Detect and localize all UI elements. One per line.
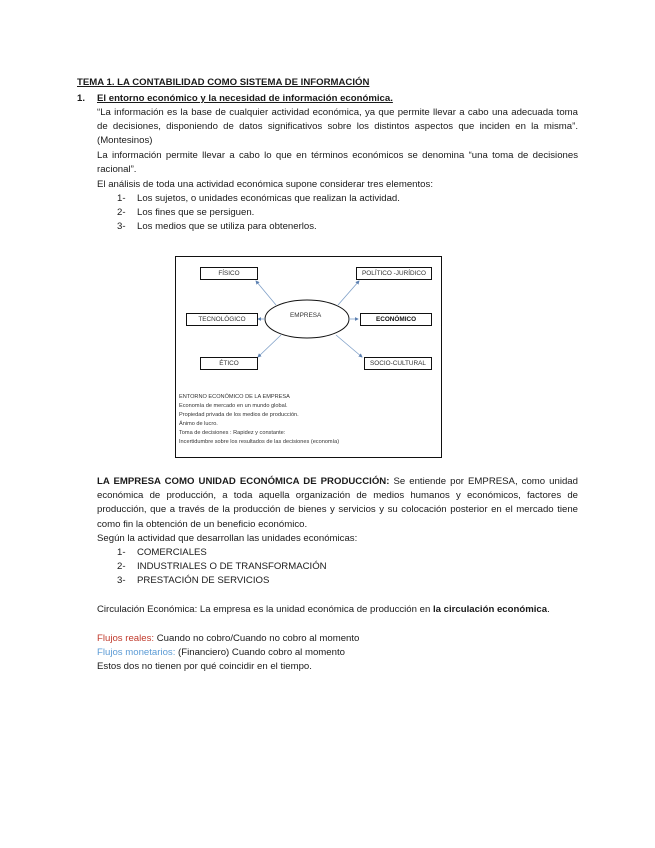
- diagram-note: ENTORNO ECONÓMICO DE LA EMPRESA: [179, 394, 290, 400]
- arrow-politico: [338, 281, 359, 305]
- empresa-label: EMPRESA: [290, 312, 322, 319]
- empresa-ellipse: [265, 300, 349, 338]
- empresa-definition-lead: LA EMPRESA COMO UNIDAD ECONÓMICA DE PRODUCCIÓN:: [97, 476, 390, 487]
- business-environment-diagram: [175, 256, 442, 458]
- diagram-note: Economía de mercado en un mundo global.: [179, 403, 288, 409]
- flujos-monetarios-line: [97, 646, 345, 660]
- box-tecnologico: TECNOLÓGICO: [186, 313, 258, 326]
- circulacion-paragraph: [97, 603, 578, 617]
- list-item: [117, 192, 400, 206]
- flujos-reales-line: [97, 632, 359, 646]
- list-text: PRESTACIÓN DE SERVICIOS: [137, 575, 270, 586]
- box-economico: ECONÓMICO: [360, 313, 432, 326]
- box-fisico: FÍSICO: [200, 267, 258, 280]
- list-text: Los fines que se persiguen.: [137, 207, 255, 218]
- list-text: Los medios que se utiliza para obtenerlos.: [137, 221, 317, 232]
- list-number: 2-: [117, 207, 126, 218]
- flujos-reales-text: Cuando no cobro/Cuando no cobro al momento: [154, 633, 360, 644]
- circulacion-bold: la circulación económica: [432, 604, 548, 615]
- list-item: [117, 546, 207, 560]
- flujos-monetarios-label: Flujos monetarios:: [97, 647, 176, 658]
- paragraph: Estos dos no tienen por qué coincidir en el tiempo.: [97, 661, 312, 672]
- box-etico: ÉTICO: [200, 357, 258, 370]
- list-item: [117, 574, 269, 588]
- box-politico-juridico: POLÍTICO -JURÍDICO: [356, 267, 432, 280]
- list-number: 2-: [117, 561, 126, 572]
- arrow-etico: [258, 335, 281, 357]
- list-number: 1-: [117, 547, 126, 558]
- list-number: 3-: [117, 221, 126, 232]
- circulacion-end: .: [547, 604, 550, 615]
- flujos-monetarios-text: (Financiero) Cuando cobro al momento: [175, 647, 345, 658]
- list-text: INDUSTRIALES O DE TRANSFORMACIÓN: [137, 561, 327, 572]
- diagram-note: Toma de decisiones : Rapidez y constante:: [179, 430, 286, 436]
- paragraph: Según la actividad que desarrollan las unidades económicas:: [97, 533, 358, 544]
- diagram-note: Propiedad privada de los medios de producción.: [179, 412, 299, 418]
- diagram-note: Incertidumbre sobre los resultados de las decisiones (economía): [179, 439, 340, 445]
- arrow-socio: [336, 335, 362, 357]
- section-heading-text: El entorno económico y la necesidad de información económica.: [97, 93, 393, 104]
- paragraph: El análisis de toda una actividad económica supone considerar tres elementos:: [97, 179, 433, 190]
- quote-paragraph: “La información es la base de cualquier actividad económica, ya que permite llevar a cabo una adecuada toma de decisiones, disponiendo de datos significativos sobre los distintos aspectos que inciden en la misma”. (Montesinos): [97, 107, 578, 147]
- flujos-reales-label: Flujos reales:: [97, 633, 155, 644]
- list-number: 3-: [117, 575, 126, 586]
- list-item: [117, 220, 317, 234]
- section-1-heading: [77, 92, 393, 106]
- arrow-fisico: [256, 281, 276, 305]
- list-text: COMERCIALES: [137, 547, 207, 558]
- section-number: 1.: [77, 93, 86, 104]
- list-item: [117, 560, 327, 574]
- circulacion-text: Circulación Económica: La empresa es la unidad económica de producción en: [97, 604, 433, 615]
- document-title: TEMA 1. LA CONTABILIDAD COMO SISTEMA DE INFORMACIÓN: [77, 77, 370, 88]
- list-item: [117, 206, 254, 220]
- empresa-definition-text: Se entiende por EMPRESA, como unidad económica de producción, a toda aquella organización de medios humanos y económicos, factores de producción, que a través de la producción de bienes y servicios y su colocación posterior en el mercado tiene como fin la obtención de un beneficio económico.: [97, 476, 578, 530]
- empresa-definition-paragraph: [97, 475, 578, 532]
- box-socio-cultural: SOCIO-CULTURAL: [364, 357, 432, 370]
- list-text: Los sujetos, o unidades económicas que realizan la actividad.: [137, 193, 400, 204]
- list-number: 1-: [117, 193, 126, 204]
- diagram-note: Ánimo de lucro.: [179, 421, 218, 427]
- paragraph: La información permite llevar a cabo lo que en términos económicos se denomina “una toma de decisiones racional”.: [97, 150, 578, 176]
